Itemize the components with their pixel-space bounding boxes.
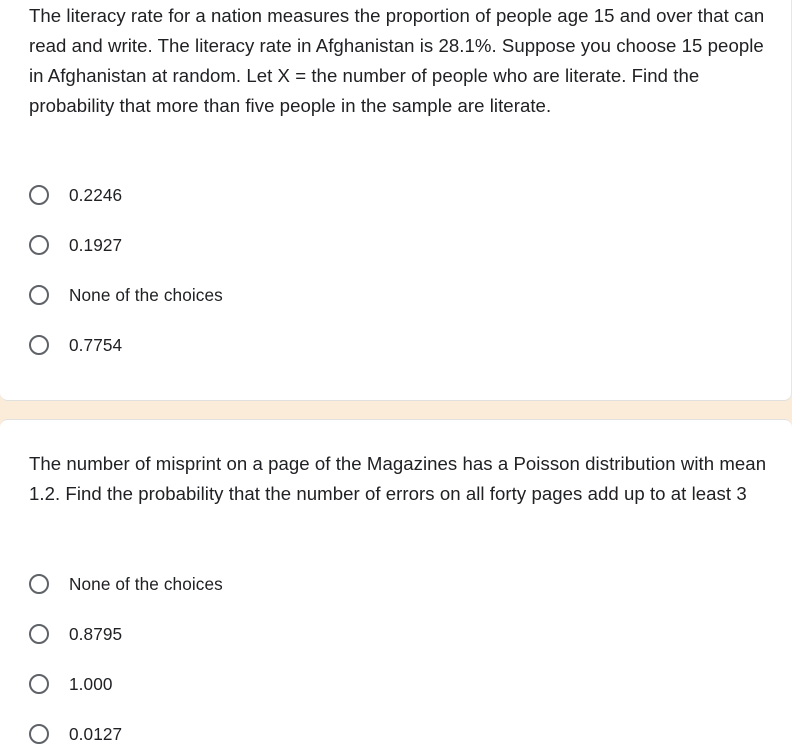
option-label: 1.000 <box>69 673 113 694</box>
option-1[interactable] <box>29 182 122 208</box>
radio-button-icon[interactable] <box>29 674 49 694</box>
radio-button-icon[interactable] <box>29 185 49 205</box>
radio-button-icon[interactable] <box>29 574 49 594</box>
radio-button-icon[interactable] <box>29 235 49 255</box>
radio-button-icon[interactable] <box>29 335 49 355</box>
radio-button-icon[interactable] <box>29 724 49 744</box>
radio-button-icon[interactable] <box>29 624 49 644</box>
question-text: The literacy rate for a nation measures the proportion of people age 15 and over that can read and write. The literacy rate in Afghanistan is 28.1%. Suppose you choose 15 people in Afghanistan at random. Let X = the number of people who are literate. Find the probability that more than five people in the sample are literate. <box>29 5 765 116</box>
question-text: The number of misprint on a page of the Magazines has a Poisson distribution with mean 1.2. Find the probability that the number of errors on all forty pages add up to at least 3 <box>29 453 767 504</box>
option-4[interactable] <box>29 721 122 747</box>
radio-button-icon[interactable] <box>29 285 49 305</box>
option-label: 0.1927 <box>69 234 123 255</box>
option-label: None of the choices <box>69 573 223 594</box>
option-label: 0.7754 <box>69 334 123 355</box>
option-label: 0.0127 <box>69 723 123 744</box>
option-1[interactable] <box>29 571 223 597</box>
option-3[interactable] <box>29 282 223 308</box>
option-label: 0.8795 <box>69 623 123 644</box>
option-2[interactable] <box>29 232 122 258</box>
option-4[interactable] <box>29 332 122 358</box>
option-label: None of the choices <box>69 284 223 305</box>
option-2[interactable] <box>29 621 122 647</box>
question-card-2 <box>0 419 792 753</box>
option-label: 0.2246 <box>69 184 123 205</box>
option-3[interactable] <box>29 671 113 697</box>
